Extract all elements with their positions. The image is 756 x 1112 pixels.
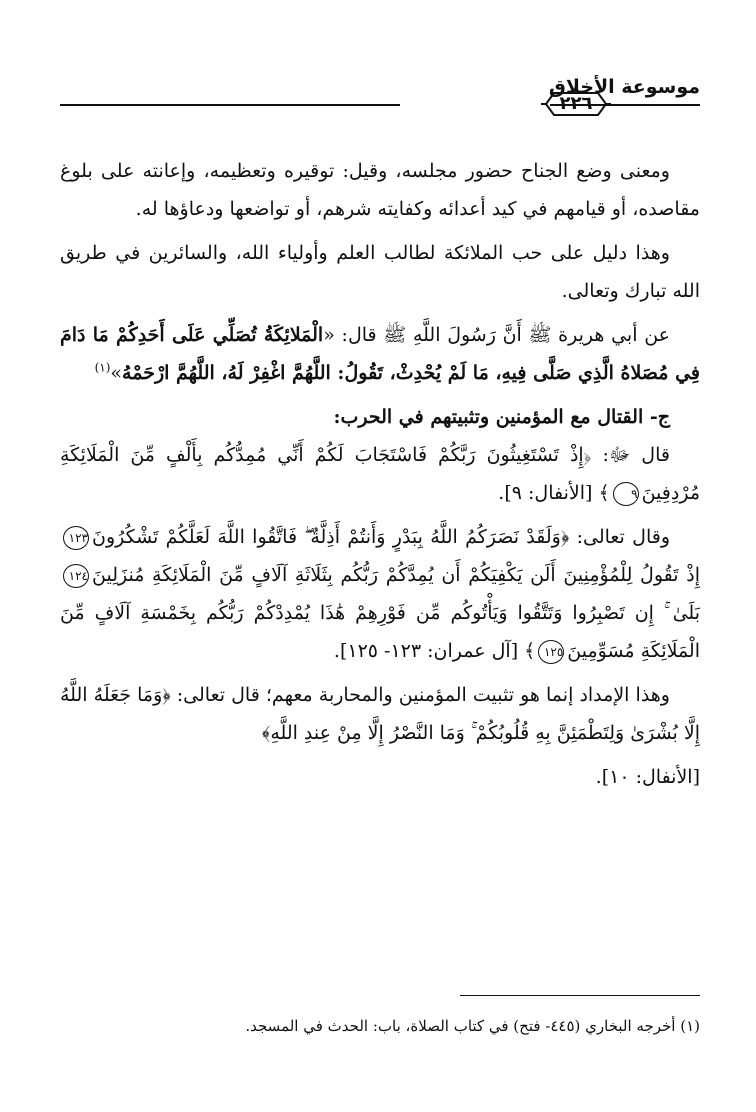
quran-verse-125: بَلَىٰ ۚ إِن تَصْبِرُوا وَتَتَّقُوا وَيَأْتُوكُم مِّن فَوْرِهِمْ هَٰذَا يُمْدِدْكُمْ رَبُّكُم بِخَمْسَةِ آلَافٍ مِّنَ الْمَلَائِكَةِ مُسَوِّمِينَ: [60, 602, 700, 662]
header-rule-left: [60, 104, 400, 106]
verse-number-marker: ١٢٣: [63, 526, 89, 550]
verse-reference: ﴾ [الأنفال: ٩].: [498, 482, 610, 504]
quran-verse-123: ﴿وَلَقَدْ نَصَرَكُمُ اللَّهُ بِبَدْرٍ وَأَنتُمْ أَذِلَّةٌ ۖ فَاتَّقُوا اللَّهَ لَعَلَّكُمْ تَشْكُرُونَ: [92, 526, 570, 548]
paragraph-support-text: وهذا الإمداد إنما هو تثبيت المؤمنين والمحاربة معهم؛ قال تعالى:: [170, 684, 670, 706]
book-title: موسوعة الأخلاق: [548, 76, 700, 98]
hadith-close: »: [110, 362, 123, 384]
running-header: [60, 72, 700, 128]
page-number: ٢٢٦: [559, 93, 593, 114]
footnote: (١) أخرجه البخاري (٤٤٥- فتح) في كتاب الصلاة، باب: الحدث في المسجد.: [245, 1017, 700, 1035]
paragraph-angels-love: وهذا دليل على حب الملائكة لطالب العلم وأولياء الله، والسائرين في طريق الله تبارك وتعالى.: [60, 242, 700, 302]
verse-number-marker: ١٢٥: [538, 640, 564, 664]
quran-verse-124: إِذْ تَقُولُ لِلْمُؤْمِنِينَ أَلَن يَكْفِيَكُمْ أَن يُمِدَّكُمْ رَبُّكُم بِثَلَاثَةِ آلَافٍ مِّنَ الْمَلَائِكَةِ مُنزَلِينَ: [92, 564, 700, 586]
footnote-separator: [460, 995, 700, 996]
verse-intro: وقال تعالى:: [569, 526, 670, 548]
paragraph-anfal-9: [60, 436, 700, 512]
verse-reference-anfal-10: [الأنفال: ١٠].: [595, 766, 700, 788]
header-rule-right: [550, 104, 700, 106]
paragraph-al-imran: [60, 518, 700, 670]
footnote-reference: (١): [94, 360, 111, 375]
paragraph-hadith: [60, 316, 700, 392]
paragraph-wing-meaning: ومعنى وضع الجناح حضور مجلسه، وقيل: توقيره وتعظيمه، وإعانته على بلوغ مقاصده، أو قيامهم في كيد أعدائه وكفايته شرهم، أو تواضعها ودعاؤها له.: [60, 160, 700, 220]
quran-verse-anfal-9: ﴿إِذْ تَسْتَغِيثُونَ رَبَّكُمْ فَاسْتَجَابَ لَكُمْ أَنِّي مُمِدُّكُم بِأَلْفٍ مِّنَ الْمَلَائِكَةِ مُرْدِفِينَ: [60, 444, 700, 504]
hadith-text: الْمَلائِكَةُ تُصَلِّي عَلَى أَحَدِكُمْ مَا دَامَ فِي مُصَلاهُ الَّذِي صَلَّى فِيهِ، مَا لَمْ يُحْدِثْ، تَقُولُ: اللَّهُمَّ اغْفِرْ لَهُ، اللَّهُمَّ ارْحَمْهُ: [60, 324, 700, 384]
section-heading: ج- القتال مع المؤمنين وتثبيتهم في الحرب:: [333, 406, 670, 428]
verse-number-marker: ٩: [613, 482, 639, 506]
verse-intro: قال ﷻ:: [591, 444, 670, 466]
verse-number-marker: ١٢٤: [63, 564, 89, 588]
quran-verse-anfal-10: ﴿وَمَا جَعَلَهُ اللَّهُ إِلَّا بُشْرَىٰ وَلِتَطْمَئِنَّ بِهِ قُلُوبُكُمْ ۚ وَمَا النَّصْرُ إِلَّا مِنْ عِندِ اللَّهِ﴾: [60, 684, 700, 744]
verse-reference: ﴾ [آل عمران: ١٢٣- ١٢٥].: [333, 640, 536, 662]
hadith-lead: عن أبي هريرة ﷺ أَنَّ رَسُولَ اللَّهِ ﷺ قال: «: [323, 324, 670, 346]
paragraph-support: [60, 676, 700, 752]
main-text: [60, 152, 700, 796]
